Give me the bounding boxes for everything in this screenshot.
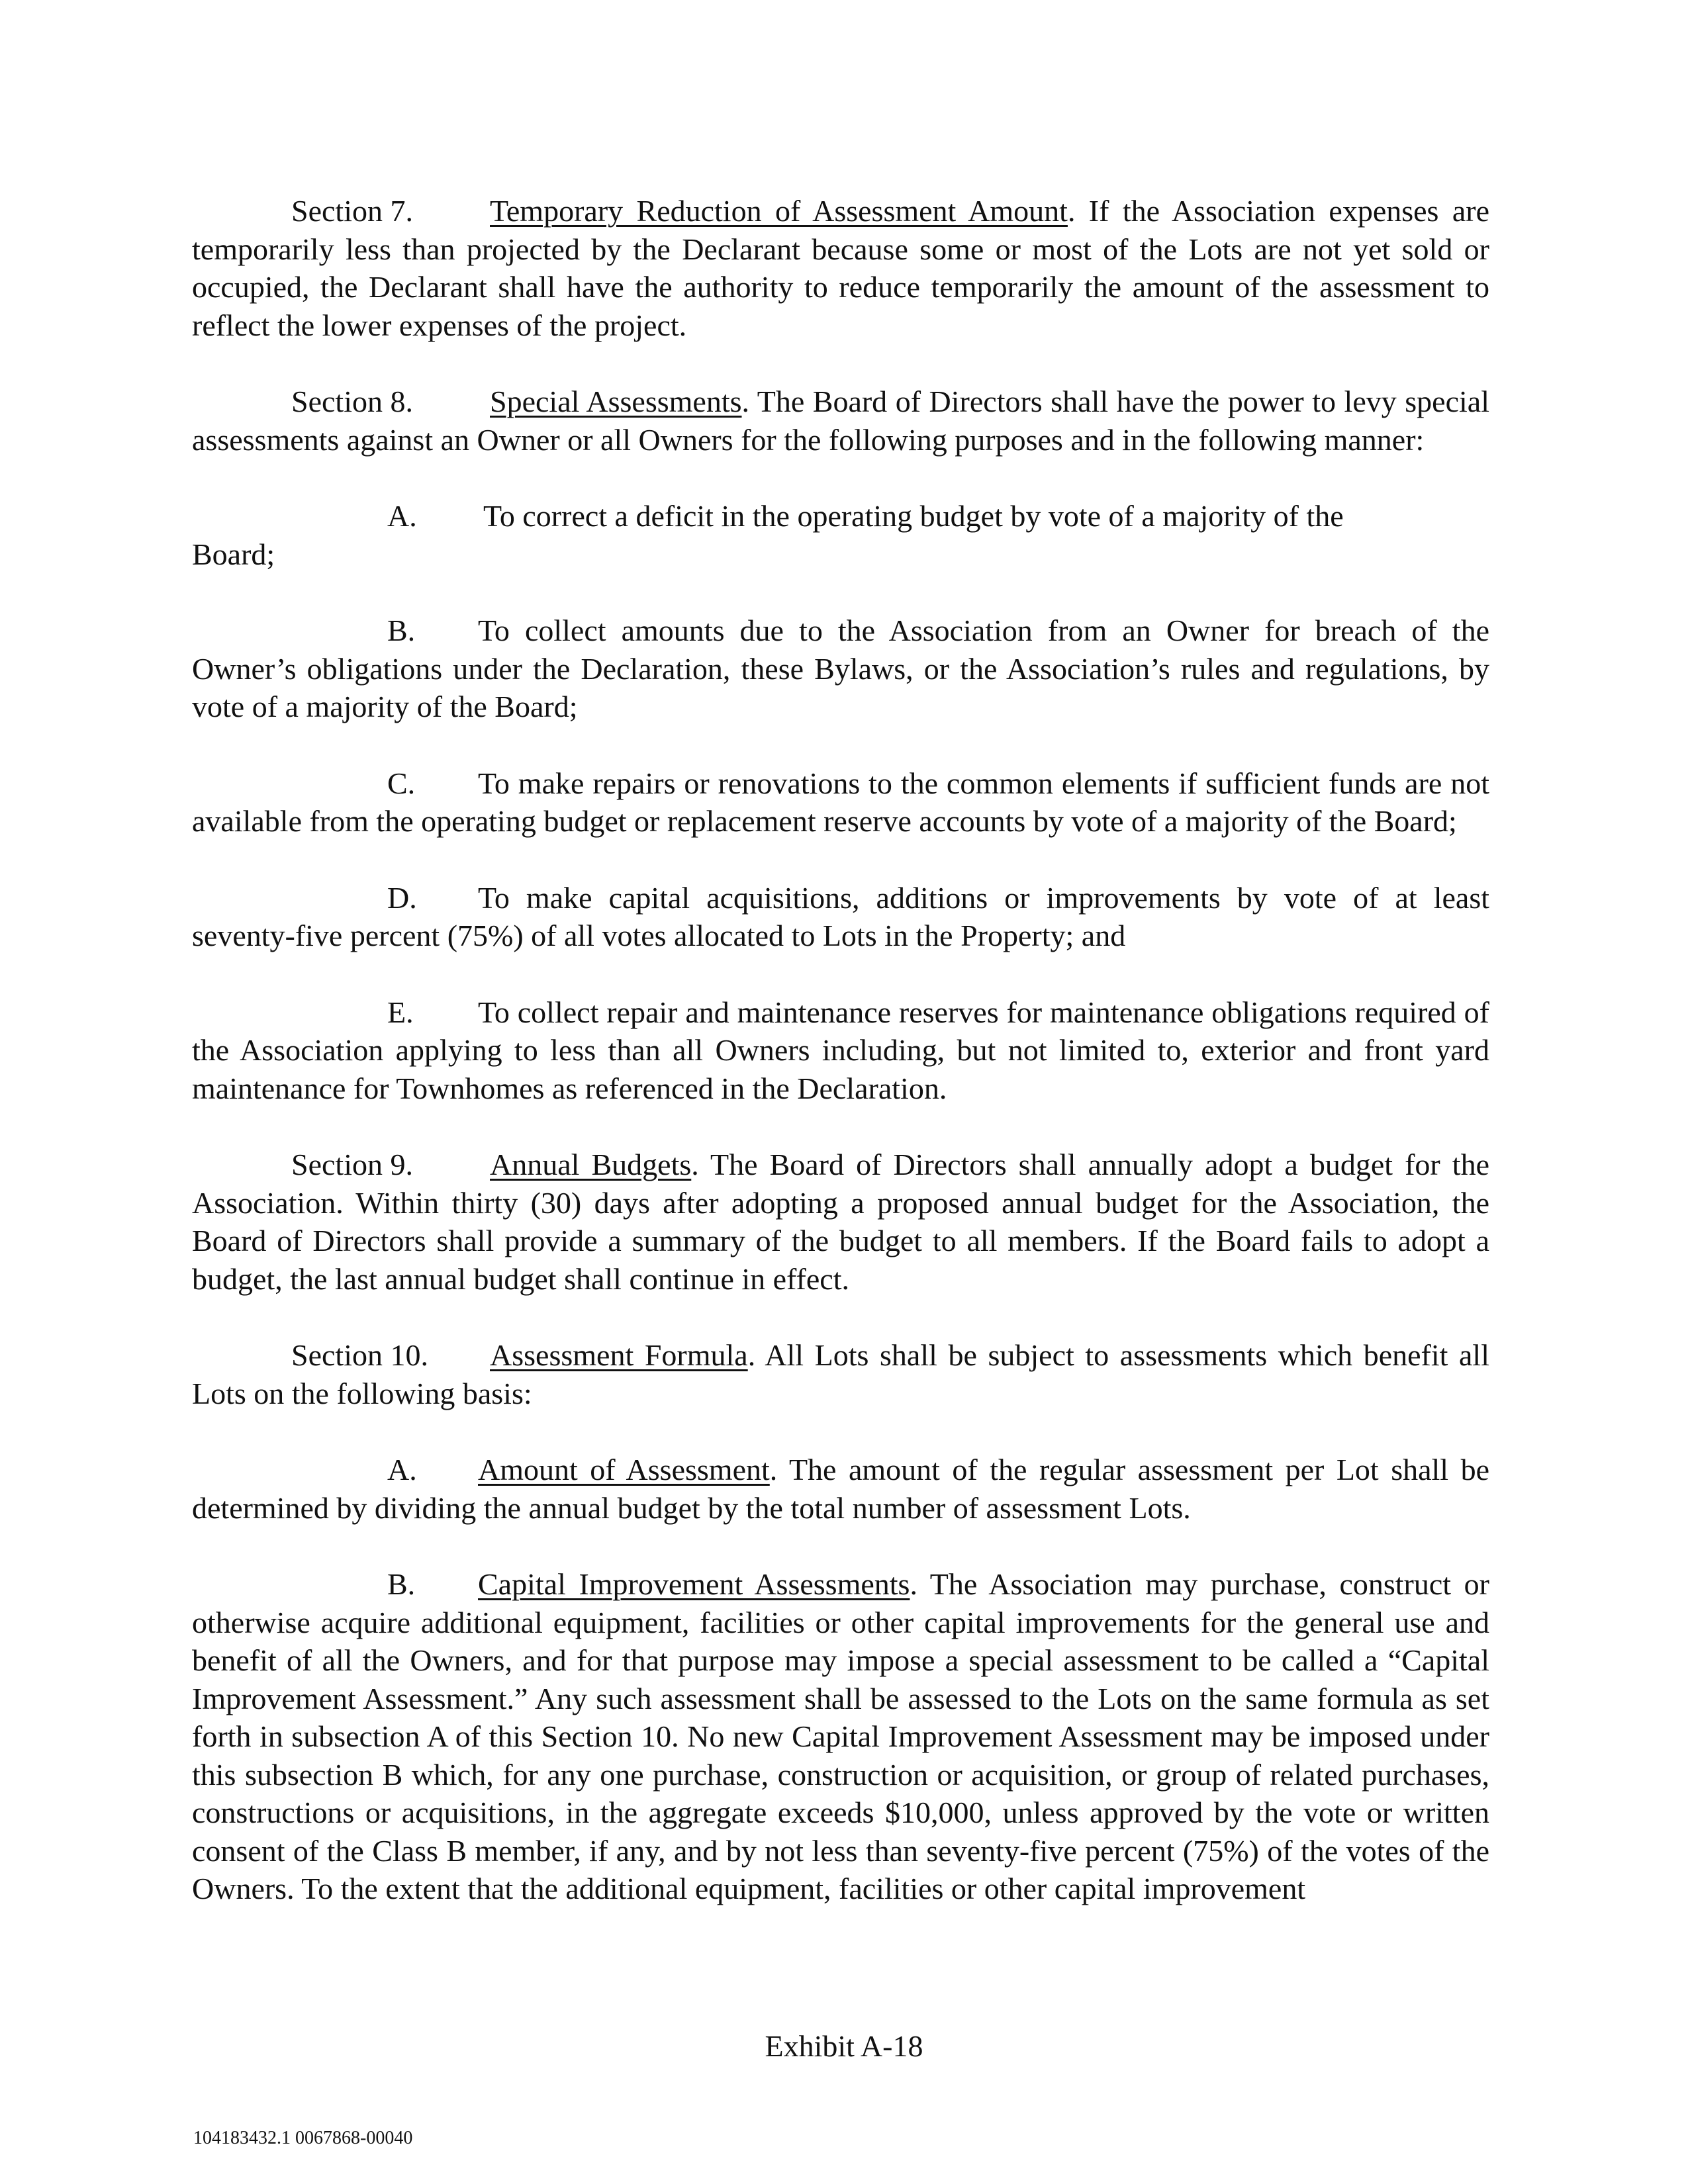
section-10-item-b-title: Capital Improvement Assessments	[478, 1567, 910, 1601]
section-8-item-d	[192, 879, 1489, 955]
section-8-item-b-text: To collect amounts due to the Association from an Owner for breach of the Owner’s obligations under the Declaration, these Bylaws, or the Association’s rules and regulations, by vote of a majority of the Board;	[192, 614, 1489, 723]
section-8-item-b-label: B.	[387, 614, 416, 647]
section-9-paragraph	[192, 1146, 1489, 1298]
section-8-item-e-label: E.	[387, 995, 414, 1029]
section-7-label: Section 7.	[291, 194, 413, 228]
section-8-title: Special Assessments	[490, 385, 742, 418]
section-10-item-a-title: Amount of Assessment	[478, 1453, 770, 1486]
section-8-item-d-label: D.	[387, 880, 417, 915]
exhibit-page-label: Exhibit A-18	[765, 2029, 923, 2063]
section-7-title: Temporary Reduction of Assessment Amount	[490, 194, 1068, 228]
section-8-item-c-label: C.	[387, 766, 416, 800]
section-8-item-c	[192, 764, 1489, 841]
section-8-item-a-label: A.	[387, 499, 417, 533]
section-7-paragraph	[192, 192, 1489, 344]
section-8-item-e	[192, 993, 1489, 1108]
section-8-item-a	[192, 497, 1489, 573]
section-9-label: Section 9.	[291, 1148, 413, 1181]
section-10-item-b-body: . The Association may purchase, construct or otherwise acquire additional equipment, facilities or other capital improvements for the general use and benefit of all the Owners, and for that purpose may impose a special assessment to be called a “Capital Improvement Assessment.” Any such assessment shall be assessed to the Lots on the same formula as set forth in subsection A of this Section 10. No new Capital Improvement Assessment may be imposed under this subsection B which, for any one purchase, construction or acquisition, or group of related purchases, constructions or acquisitions, in the aggregate exceeds $10,000, unless approved by the vote or written consent of the Class B member, if any, and by not less than seventy-five percent (75%) of the votes of the Owners. To the extent that the additional equipment, facilities or other capital improvement	[192, 1567, 1489, 1905]
section-8-item-a-text-end: Board;	[192, 537, 275, 571]
section-8-body: . The Board of Directors shall have the power to levy special assessments against an Owner or all Owners for the following purposes and in the following manner:	[192, 385, 1489, 457]
document-id: 104183432.1 0067868-00040	[193, 2128, 413, 2148]
section-8-label: Section 8.	[291, 385, 413, 418]
section-10-body: . All Lots shall be subject to assessments which benefit all Lots on the following basis:	[192, 1338, 1489, 1410]
section-10-paragraph	[192, 1336, 1489, 1412]
section-8-item-e-text: To collect repair and maintenance reserves for maintenance obligations required of the Association applying to less than all Owners including, but not limited to, exterior and front yard maintenance for Townhomes as referenced in the Declaration.	[192, 995, 1489, 1105]
section-9-title: Annual Budgets	[490, 1148, 692, 1181]
section-10-item-a	[192, 1451, 1489, 1527]
section-10-label: Section 10.	[291, 1338, 428, 1372]
section-8-item-a-text: To correct a deficit in the operating budget by vote of a majority of the	[483, 499, 1344, 533]
section-8-item-d-text: To make capital acquisitions, additions or improvements by vote of at least seventy-five percent (75%) of all votes allocated to Lots in the Property; and	[192, 880, 1489, 952]
section-8-item-c-text: To make repairs or renovations to the common elements if sufficient funds are not available from the operating budget or replacement reserve accounts by vote of a majority of the Board;	[192, 766, 1489, 838]
section-10-title: Assessment Formula	[490, 1338, 748, 1372]
section-10-item-b-label: B.	[387, 1567, 416, 1601]
section-10-item-a-body: . The amount of the regular assessment per Lot shall be determined by dividing the annual budget by the total number of assessment Lots.	[192, 1453, 1489, 1525]
section-10-item-a-label: A.	[387, 1453, 417, 1486]
section-7-body: . If the Association expenses are temporarily less than projected by the Declarant because some or most of the Lots are not yet sold or occupied, the Declarant shall have the authority to reduce temporarily the amount of the assessment to reflect the lower expenses of the project.	[192, 194, 1489, 342]
section-8-item-b	[192, 612, 1489, 726]
section-8-paragraph	[192, 383, 1489, 459]
section-10-item-b	[192, 1565, 1489, 1908]
document-page	[192, 192, 1489, 1908]
section-9-body: . The Board of Directors shall annually adopt a budget for the Association. Within thirty (30) days after adopting a proposed annual budget for the Association, the Board of Directors shall provide a summary of the budget to all members. If the Board fails to adopt a budget, the last annual budget shall continue in effect.	[192, 1148, 1489, 1296]
